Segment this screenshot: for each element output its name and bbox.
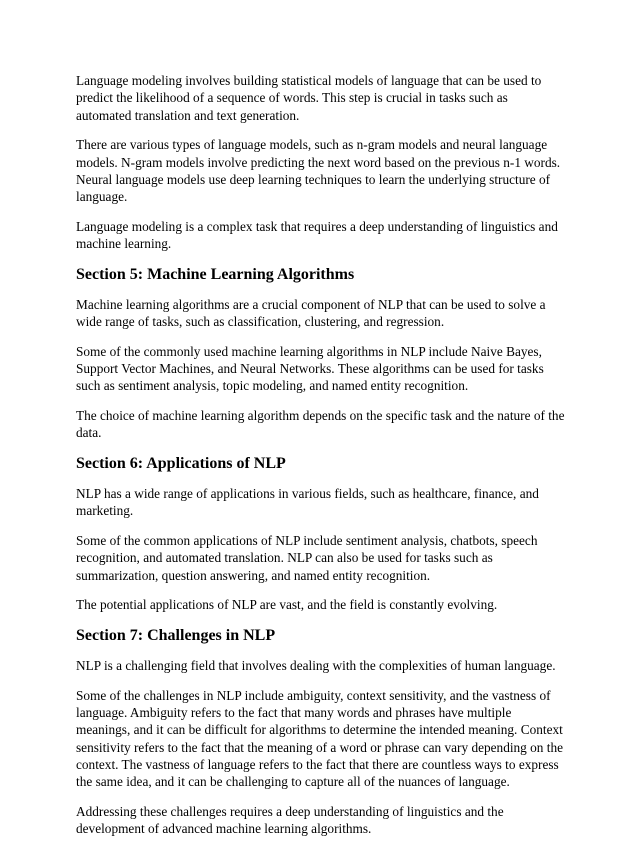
document-page (76, 72, 566, 850)
paragraph-language-modeling-summary: Language modeling is a complex task that requires a deep understanding of linguistics and machine learning. (76, 218, 558, 252)
paragraph-language-model-types: There are various types of language models, such as n-gram models and neural language models. N-gram models involve predicting the next word based on the previous n-1 words. Neural language models use deep learning techniques to learn the underlying structure of language. (76, 137, 561, 205)
paragraph-language-modeling-intro: Language modeling involves building statistical models of language that can be used to predict the likelihood of a sequence of words. This step is crucial in tasks such as automated translation and text generation. (76, 73, 542, 123)
paragraph-ml-intro: Machine learning algorithms are a crucial component of NLP that can be used to solve a wide range of tasks, such as classification, clustering, and regression. (76, 296, 546, 330)
section-6-heading: Section 6: Applications of NLP (76, 455, 286, 473)
paragraph-applications-potential: The potential applications of NLP are vast, and the field is constantly evolving. (76, 597, 498, 613)
paragraph-challenges-details: Some of the challenges in NLP include ambiguity, context sensitivity, and the vastness of language. Ambiguity refers to the fact that many words and phrases have multiple meanings, and it can be difficult for algorithms to determine the intended meaning. Context sensitivity refers to the fact that the meaning of a word or phrase can vary depending on the context. The vastness of language refers to the fact that there are countless ways to express the same idea, and it can be challenging to capture all of the nuances of language. (76, 687, 564, 790)
paragraph-ml-choice: The choice of machine learning algorithm depends on the specific task and the nature of the data. (76, 408, 565, 441)
paragraph-challenges-intro: NLP is a challenging field that involves dealing with the complexities of human language. (76, 658, 556, 674)
section-5-heading: Section 5: Machine Learning Algorithms (76, 265, 355, 283)
paragraph-ml-common-algorithms: Some of the commonly used machine learning algorithms in NLP include Naive Bayes, Support Vector Machines, and Neural Networks. These algorithms can be used for tasks such as sentiment analysis, topic modeling, and named entity recognition. (76, 343, 544, 394)
paragraph-applications-common: Some of the common applications of NLP include sentiment analysis, chatbots, speech recognition, and automated translation. NLP can also be used for tasks such as summarization, question answering, and named entity recognition. (76, 533, 538, 583)
paragraph-applications-intro: NLP has a wide range of applications in various fields, such as healthcare, finance, and marketing. (76, 486, 539, 519)
paragraph-challenges-addressing: Addressing these challenges requires a deep understanding of linguistics and the development of advanced machine learning algorithms. (76, 803, 504, 837)
section-7-heading: Section 7: Challenges in NLP (76, 627, 276, 645)
